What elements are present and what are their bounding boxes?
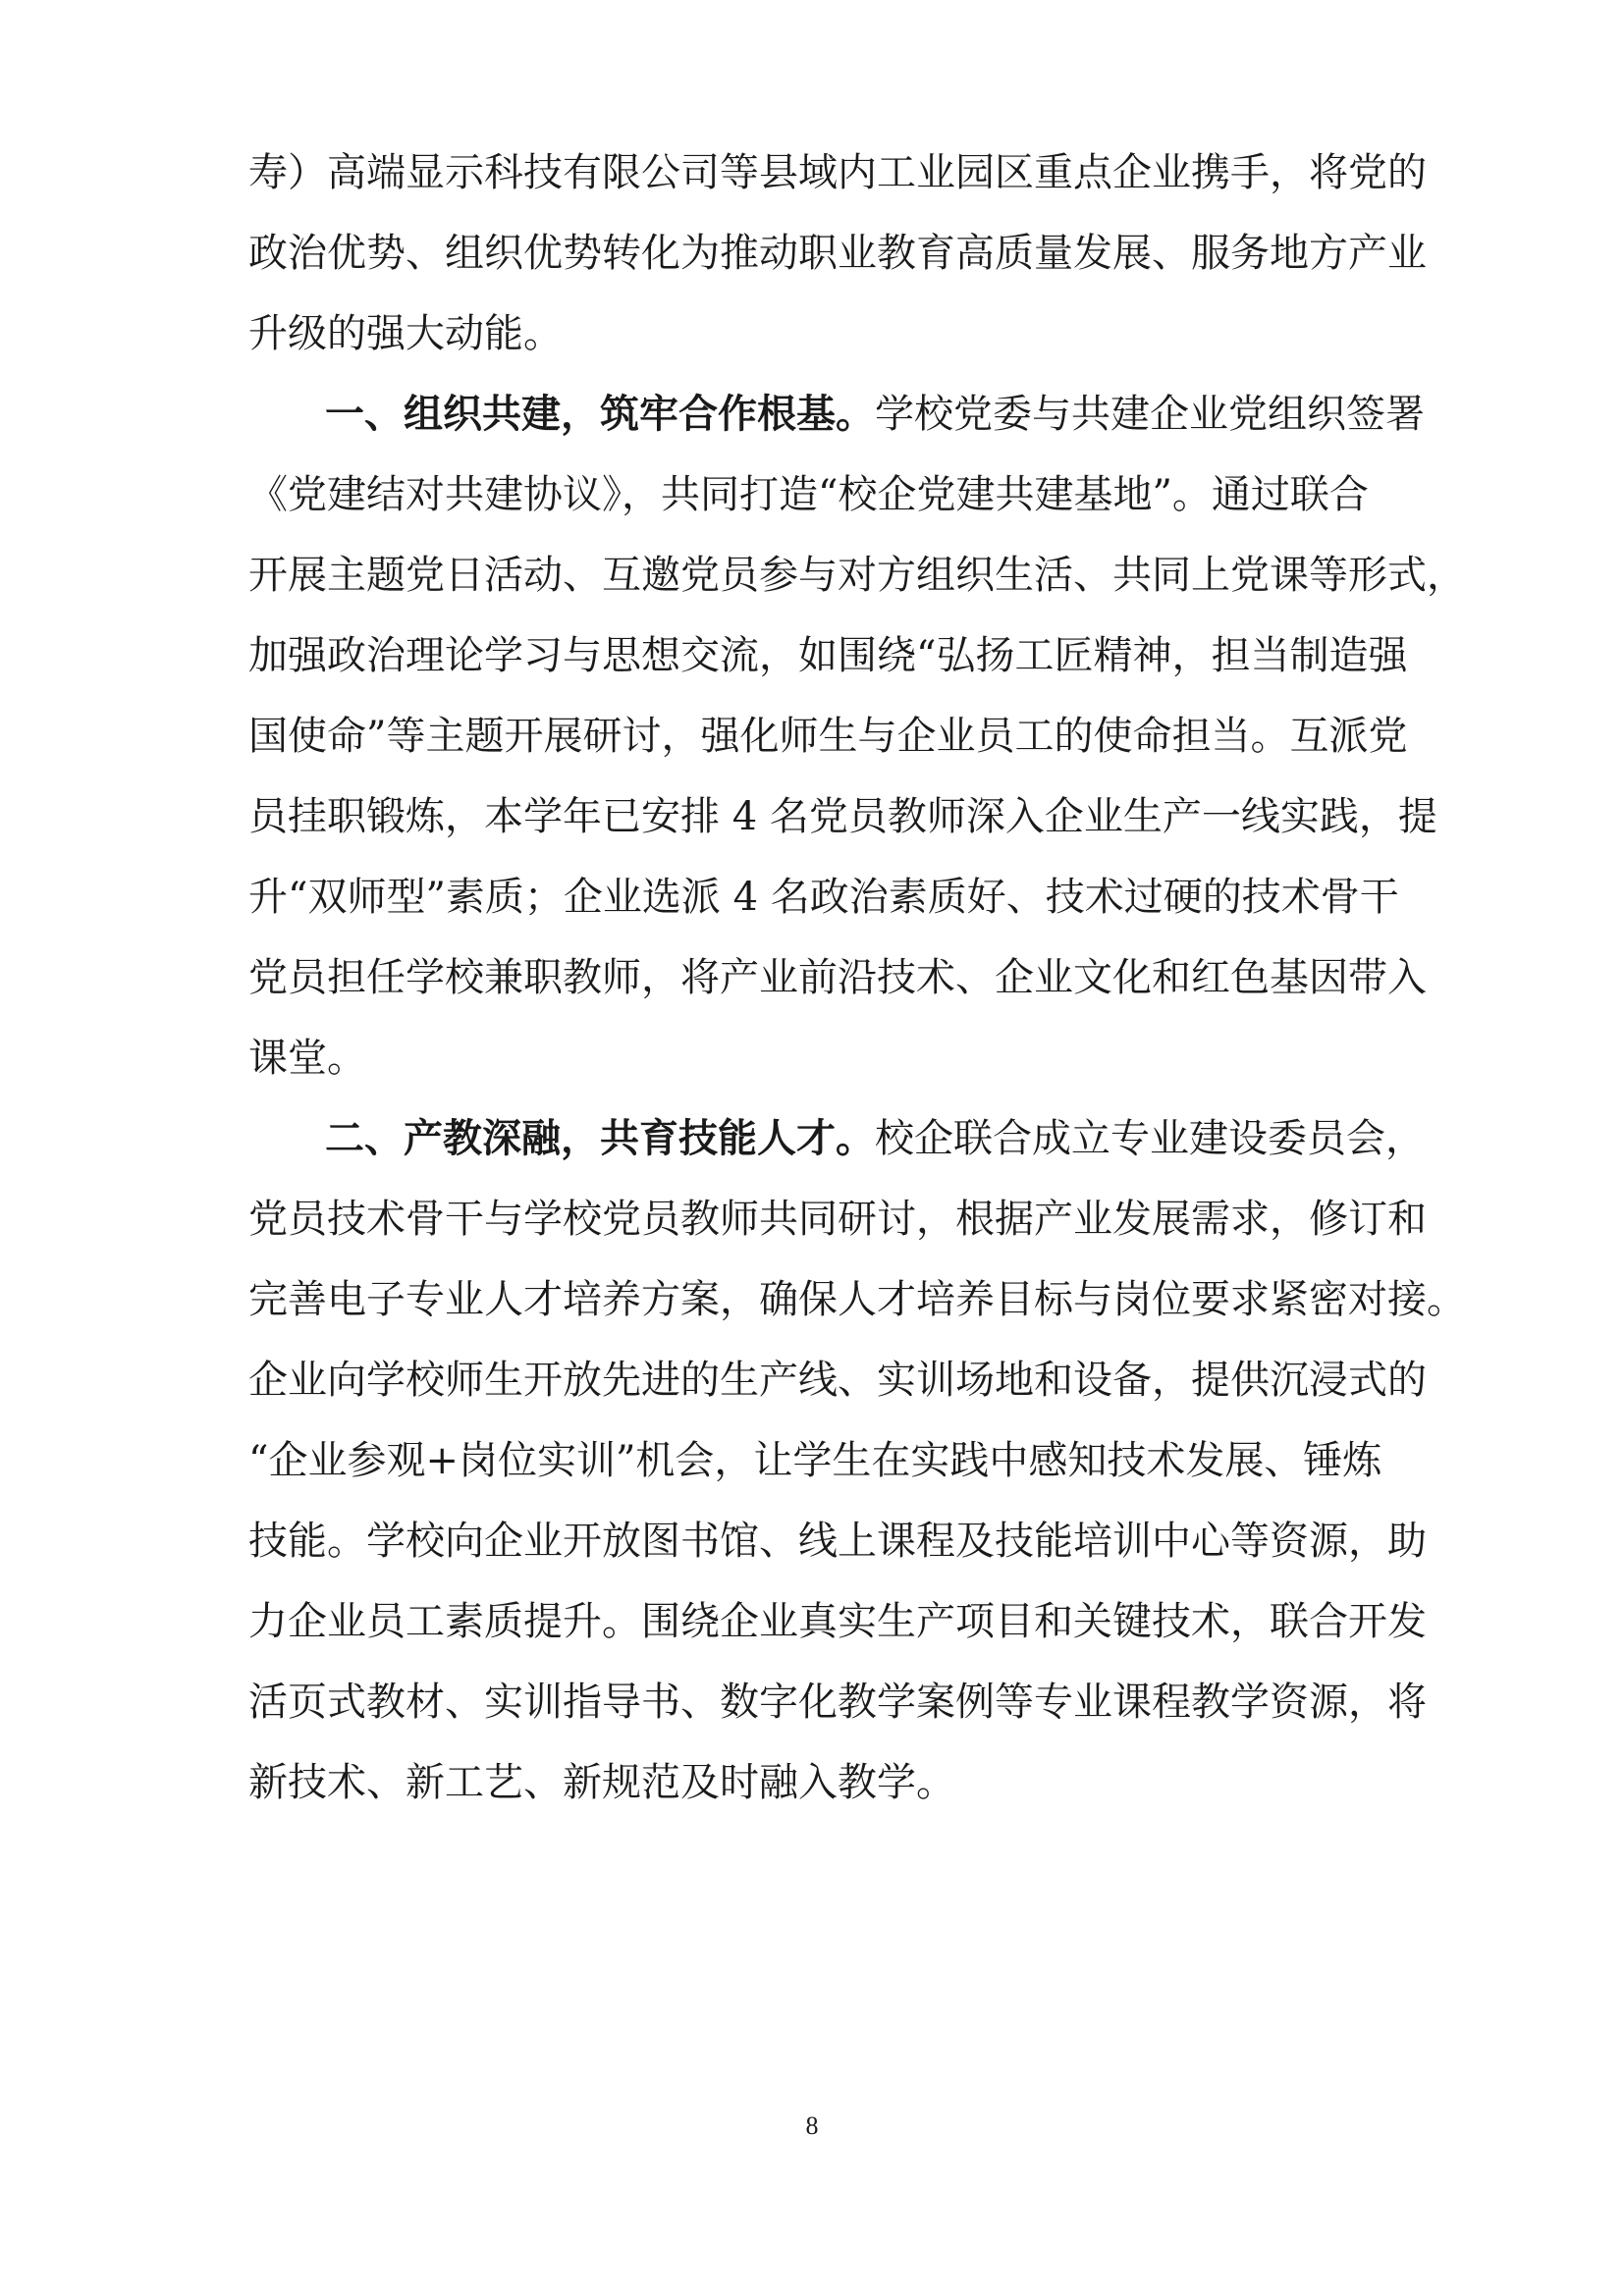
page-number: 8	[805, 2111, 819, 2140]
paragraph-3-line-2: 党员技术骨干与学校党员教师共同研讨，根据产业发展需求，修订和	[248, 1197, 1427, 1242]
paragraph-3-line-7: 力企业员工素质提升。围绕企业真实生产项目和关键技术，联合开发	[248, 1599, 1427, 1644]
paragraph-2-line-5: 国使命”等主题开展研讨，强化师生与企业员工的使命担当。互派党	[248, 714, 1408, 759]
section-heading-organization: 一、组织共建，筑牢合作根基。	[325, 391, 875, 437]
paragraph-3-first-line-text: 校企联合成立专业建设委员会，	[875, 1116, 1425, 1161]
paragraph-1-line-2: 政治优势、组织优势转化为推动职业教育高质量发展、服务地方产业	[248, 231, 1427, 276]
paragraph-3-line-8: 活页式教材、实训指导书、数字化教学案例等专业课程教学资源，将	[248, 1680, 1427, 1725]
paragraph-3-line-3: 完善电子专业人才培养方案，确保人才培养目标与岗位要求紧密对接。	[248, 1277, 1466, 1322]
paragraph-2-line-8: 党员担任学校兼职教师，将产业前沿技术、企业文化和红色基因带入	[248, 955, 1427, 1000]
paragraph-3-first-line	[325, 1109, 1425, 1168]
paragraph-3-line-6: 技能。学校向企业开放图书馆、线上课程及技能培训中心等资源，助	[248, 1519, 1427, 1564]
paragraph-3-line-5: “企业参观+岗位实训”机会，让学生在实践中感知技术发展、锤炼	[248, 1438, 1382, 1483]
paragraph-3-line-4: 企业向学校师生开放先进的生产线、实训场地和设备，提供沉浸式的	[248, 1358, 1427, 1403]
paragraph-1-line-1: 寿）高端显示科技有限公司等县域内工业园区重点企业携手，将党的	[248, 150, 1427, 195]
paragraph-2-line-3: 开展主题党日活动、互邀党员参与对方组织生活、共同上党课等形式，	[248, 553, 1466, 598]
paragraph-2-line-7: 升“双师型”素质；企业选派 4 名政治素质好、技术过硬的技术骨干	[248, 875, 1399, 920]
paragraph-2-line-4: 加强政治理论学习与思想交流，如围绕“弘扬工匠精神，担当制造强	[248, 633, 1408, 678]
section-heading-industry-education: 二、产教深融，共育技能人才。	[325, 1115, 875, 1161]
paragraph-2-first-line-text: 学校党委与共建企业党组织签署	[875, 392, 1425, 437]
paragraph-2-first-line	[325, 385, 1425, 444]
paragraph-2-line-2: 《党建结对共建协议》，共同打造“校企党建共建基地”。通过联合	[248, 472, 1369, 517]
paragraph-3-line-9: 新技术、新工艺、新规范及时融入教学。	[248, 1760, 955, 1805]
paragraph-2-line-6: 员挂职锻炼，本学年已安排 4 名党员教师深入企业生产一线实践，提	[248, 794, 1437, 839]
paragraph-1-line-3: 升级的强大动能。	[248, 311, 563, 356]
paragraph-2-line-9: 课堂。	[248, 1036, 366, 1081]
